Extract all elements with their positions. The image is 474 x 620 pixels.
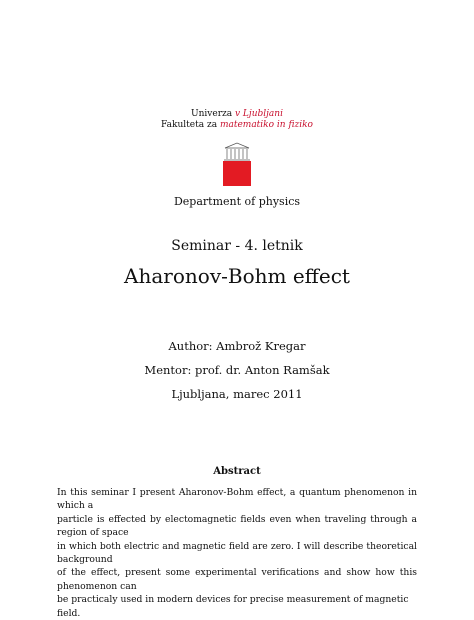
abstract-line: In this seminar I present Aharonov-Bohm effect, a quantum phenomenon in which a	[57, 487, 417, 512]
faculty-name: matematiko in fiziko	[219, 120, 313, 130]
abstract-line: in which both electric and magnetic field are zero. I will describe theoretical background	[57, 540, 417, 566]
university-name: v Ljubljani	[234, 109, 283, 119]
mentor-line: Mentor: prof. dr. Anton Ramšak	[144, 363, 330, 377]
place-date: Ljubljana, marec 2011	[171, 387, 303, 401]
abstract-line: of the effect, present some experimental verifications and show how this phenomenon can	[57, 567, 417, 592]
abstract-line: particle is effected by electomagnetic fields even when traveling through a region of space	[57, 513, 417, 539]
university-prefix: Univerza	[191, 109, 235, 119]
document-title: Aharonov-Bohm effect	[124, 264, 350, 288]
faculty-line	[0, 120, 474, 131]
department: Department of physics	[173, 195, 301, 208]
seminar-line: Seminar - 4. letnik	[171, 238, 303, 254]
university-line	[0, 109, 474, 120]
university-of-ljubljana-seal-icon	[223, 142, 251, 186]
abstract-heading: Abstract	[213, 466, 261, 477]
abstract-line: be practicaly used in modern devices for precise measurement of magnetic field.	[57, 594, 409, 619]
seal-red-block	[223, 161, 251, 186]
faculty-prefix: Fakulteta za	[161, 120, 220, 130]
abstract-body	[57, 486, 417, 620]
author-line: Author: Ambrož Kregar	[168, 339, 306, 353]
